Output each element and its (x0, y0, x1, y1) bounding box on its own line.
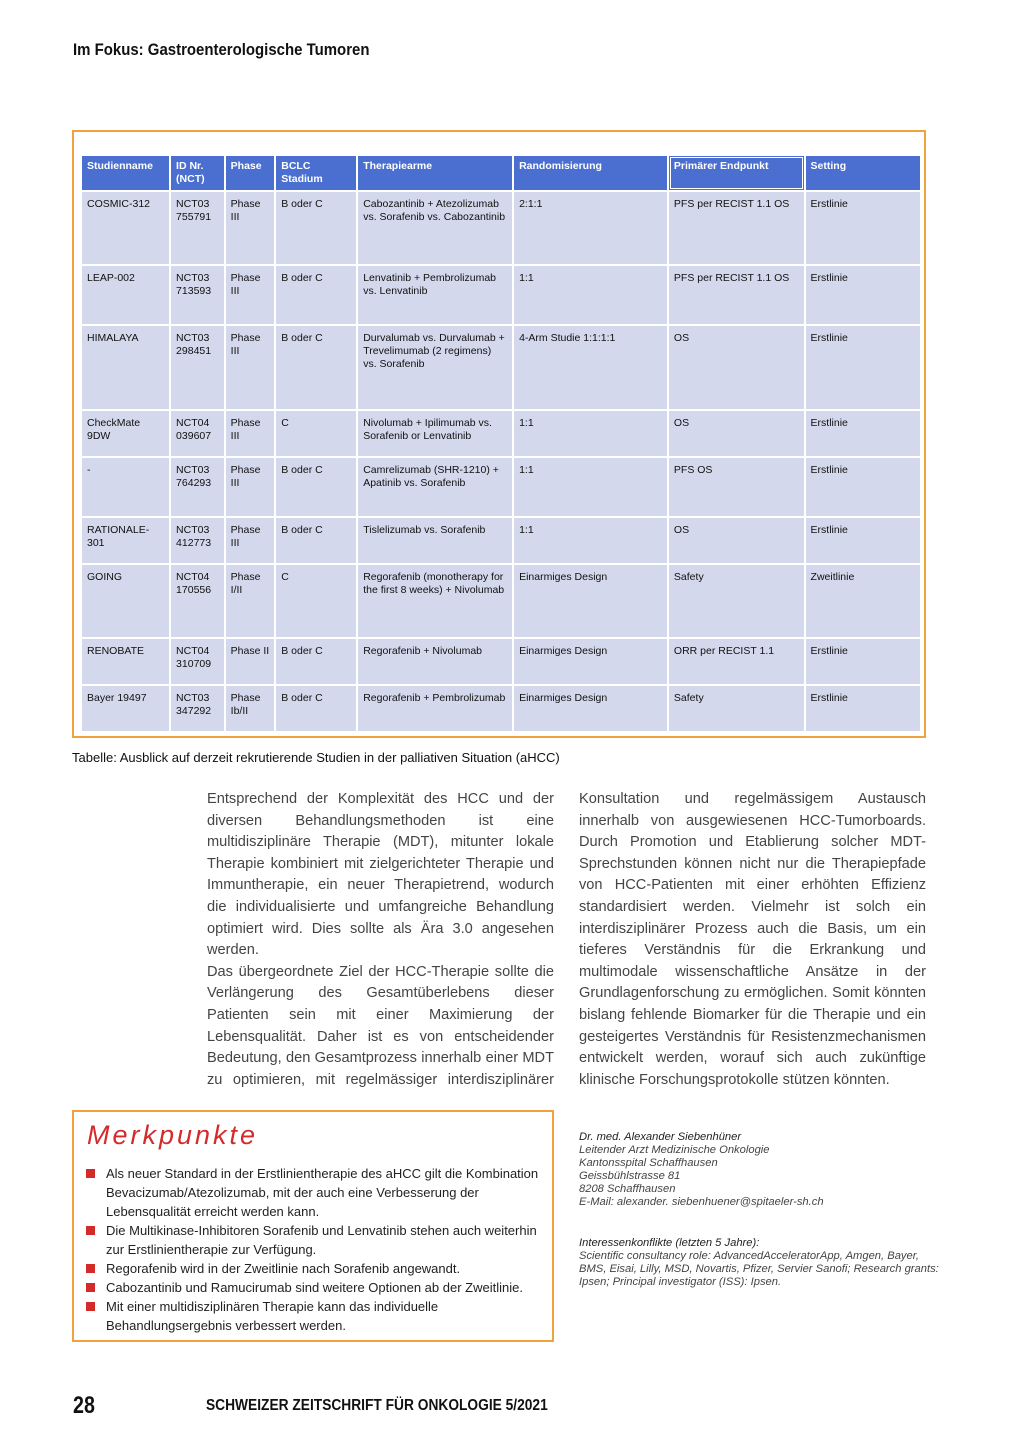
cell-bclc: B oder C (276, 326, 356, 409)
cell-endpunkt: ORR per RECIST 1.1 (669, 639, 804, 684)
merkpunkt-item (86, 1164, 546, 1221)
cell-studienname: GOING (82, 565, 169, 637)
cell-id: NCT04 310709 (171, 639, 224, 684)
author-role: Leitender Arzt Medizinische Onkologie (579, 1144, 770, 1156)
conflicts-block (579, 1237, 939, 1289)
cell-randomisierung: Einarmiges Design (514, 639, 667, 684)
merkpunkt-text: Regorafenib wird in der Zweitlinie nach Sorafenib angewandt. (106, 1261, 461, 1276)
table-row (82, 639, 920, 684)
cell-therapiearme: Tislelizumab vs. Sorafenib (358, 518, 512, 563)
cell-bclc: C (276, 411, 356, 456)
cell-bclc: B oder C (276, 639, 356, 684)
cell-endpunkt: PFS OS (669, 458, 804, 516)
cell-id: NCT03 713593 (171, 266, 224, 324)
bullet-square-icon (86, 1226, 95, 1235)
col-header-randomisierung: Randomisierung (514, 156, 667, 190)
cell-randomisierung: 2:1:1 (514, 192, 667, 264)
bullet-square-icon (86, 1264, 95, 1273)
cell-phase: Phase III (226, 326, 275, 409)
merkpunkt-item (86, 1297, 546, 1335)
cell-therapiearme: Regorafenib + Nivolumab (358, 639, 512, 684)
conflicts-heading: Interessenkonflikte (letzten 5 Jahre): (579, 1237, 760, 1249)
author-email: E-Mail: alexander. siebenhuener@spitaeler-sh.ch (579, 1196, 824, 1208)
col-header-endpunkt: Primärer Endpunkt (669, 156, 804, 190)
cell-id: NCT04 039607 (171, 411, 224, 456)
cell-randomisierung: Einarmiges Design (514, 686, 667, 731)
merkpunkt-text: Als neuer Standard in der Erstlinientherapie des aHCC gilt die Kombination Bevacizumab/Atezolizumab, mit der auch eine Verbesserung der Lebensqualität erreicht werden kann. (106, 1166, 539, 1219)
author-street: Geissbühlstrasse 81 (579, 1170, 681, 1182)
cell-endpunkt: OS (669, 411, 804, 456)
cell-therapiearme: Regorafenib (monotherapy for the first 8 weeks) + Nivolumab (358, 565, 512, 637)
col-header-phase: Phase (226, 156, 275, 190)
table-row (82, 326, 920, 409)
cell-setting: Erstlinie (806, 266, 920, 324)
cell-phase: Phase III (226, 266, 275, 324)
body-paragraph: Das übergeordnete Ziel der HCC-Therapie sollte die Verlängerung des Gesamtüberlebens dieser Patienten sein mit einer Maximierung der Lebensqualität. Daher ist es von entscheidender Bedeutung, den Gesamtprozess innerhalb einer MDT zu optimieren, mit regelmässiger interdisziplinärer (207, 963, 554, 1088)
studies-table (80, 154, 922, 733)
cell-endpunkt: PFS per RECIST 1.1 OS (669, 192, 804, 264)
table-caption: Tabelle: Ausblick auf derzeit rekrutierende Studien in der palliativen Situation (aHCC) (72, 750, 560, 765)
cell-endpunkt: OS (669, 326, 804, 409)
cell-setting: Erstlinie (806, 192, 920, 264)
table-row (82, 565, 920, 637)
cell-id: NCT03 755791 (171, 192, 224, 264)
page-number: 28 (73, 1392, 95, 1419)
journal-name: SCHWEIZER ZEITSCHRIFT FÜR ONKOLOGIE 5/2021 (206, 1397, 548, 1414)
table-header-row (82, 156, 920, 190)
cell-studienname: LEAP-002 (82, 266, 169, 324)
col-header-studienname: Studienname (82, 156, 169, 190)
cell-studienname: RATIONALE-301 (82, 518, 169, 563)
cell-setting: Erstlinie (806, 411, 920, 456)
cell-phase: Phase III (226, 518, 275, 563)
cell-setting: Erstlinie (806, 686, 920, 731)
section-header: Im Fokus: Gastroenterologische Tumoren (73, 40, 370, 59)
cell-randomisierung: 1:1 (514, 518, 667, 563)
merkpunkt-text: Cabozantinib und Ramucirumab sind weitere Optionen ab der Zweitlinie. (106, 1280, 523, 1295)
bullet-square-icon (86, 1283, 95, 1292)
merkpunkt-item (86, 1278, 546, 1297)
cell-studienname: CheckMate 9DW (82, 411, 169, 456)
cell-id: NCT03 412773 (171, 518, 224, 563)
table-row (82, 411, 920, 456)
cell-bclc: B oder C (276, 192, 356, 264)
cell-therapiearme: Camrelizumab (SHR-1210) + Apatinib vs. Sorafenib (358, 458, 512, 516)
cell-therapiearme: Lenvatinib + Pembrolizumab vs. Lenvatinib (358, 266, 512, 324)
cell-setting: Erstlinie (806, 639, 920, 684)
cell-bclc: B oder C (276, 686, 356, 731)
cell-therapiearme: Nivolumab + Ipilimumab vs. Sorafenib or Lenvatinib (358, 411, 512, 456)
cell-therapiearme: Cabozantinib + Atezolizumab vs. Sorafenib vs. Cabozantinib (358, 192, 512, 264)
cell-id: NCT03 764293 (171, 458, 224, 516)
cell-phase: Phase Ib/II (226, 686, 275, 731)
merkpunkte-box (72, 1110, 554, 1342)
cell-setting: Erstlinie (806, 326, 920, 409)
table-row (82, 192, 920, 264)
author-name: Dr. med. Alexander Siebenhüner (579, 1131, 742, 1143)
cell-endpunkt: OS (669, 518, 804, 563)
cell-phase: Phase I/II (226, 565, 275, 637)
cell-endpunkt: PFS per RECIST 1.1 OS (669, 266, 804, 324)
merkpunkte-title: Merkpunkte (87, 1120, 259, 1150)
cell-randomisierung: Einarmiges Design (514, 565, 667, 637)
cell-therapiearme: Regorafenib + Pembrolizumab (358, 686, 512, 731)
merkpunkt-text: Die Multikinase-Inhibitoren Sorafenib und Lenvatinib stehen auch weiterhin zur Erstlinientherapie zur Verfügung. (106, 1223, 537, 1257)
col-header-id: ID Nr. (NCT) (171, 156, 224, 190)
cell-id: NCT04 170556 (171, 565, 224, 637)
table-row (82, 458, 920, 516)
body-column-right (579, 789, 926, 1091)
col-header-bclc: BCLC Stadium (276, 156, 356, 190)
merkpunkt-text: Mit einer multidisziplinären Therapie kann das individuelle Behandlungsergebnis verbessert werden. (106, 1299, 439, 1333)
cell-studienname: COSMIC-312 (82, 192, 169, 264)
cell-setting: Erstlinie (806, 518, 920, 563)
merkpunkte-list (86, 1164, 546, 1335)
table-row (82, 266, 920, 324)
studies-table-frame (72, 130, 926, 738)
cell-studienname: Bayer 19497 (82, 686, 169, 731)
author-city: 8208 Schaffhausen (579, 1183, 676, 1195)
author-hospital: Kantonsspital Schaffhausen (579, 1157, 718, 1169)
bullet-square-icon (86, 1302, 95, 1311)
cell-setting: Zweitlinie (806, 565, 920, 637)
cell-bclc: B oder C (276, 458, 356, 516)
body-paragraph: Konsultation und regelmässigem Austausch innerhalb von ausgewiesenen HCC-Tumorboards. Durch Promotion und Etablierung solcher MDT-Sprechstunden können nicht nur die Therapiepfade von HCC-Patienten mit einer erhöhten Effizienz standardisiert werden. Vielmehr ist solch ein interdisziplinärer Prozess auch die Basis, um ein tieferes Verständnis für die Erkrankung und multimodale wissenschaftliche Ansätze in der Grundlagenforschung zu ermöglichen. Somit könnten bislang fehlende Biomarker für die Therapie und ein gesteigertes Verständnis für Resistenzmechanismen entwickelt werden, worauf sich auch zukünftige klinische Forschungsprotokolle stützen könnten. (579, 791, 926, 1088)
cell-randomisierung: 1:1 (514, 458, 667, 516)
table-row (82, 686, 920, 731)
cell-phase: Phase III (226, 458, 275, 516)
body-paragraph: Entsprechend der Komplexität des HCC und der diversen Behandlungsmethoden ist eine multidisziplinäre Therapie (MDT), mitunter lokale Therapie kombiniert mit zielgerichteter Therapie und Immuntherapie, ein neuer Therapietrend, wodurch die individualisierte und umfangreiche Behandlung optimiert wird. Dies sollte als Ära 3.0 angesehen werden. (207, 791, 554, 959)
cell-endpunkt: Safety (669, 686, 804, 731)
cell-id: NCT03 298451 (171, 326, 224, 409)
cell-therapiearme: Durvalumab vs. Durvalumab + Trevelimumab (2 regimens) vs. Sorafenib (358, 326, 512, 409)
cell-studienname: HIMALAYA (82, 326, 169, 409)
merkpunkt-item (86, 1259, 546, 1278)
cell-studienname: - (82, 458, 169, 516)
table-body (82, 192, 920, 731)
cell-phase: Phase III (226, 411, 275, 456)
cell-phase: Phase III (226, 192, 275, 264)
merkpunkt-item (86, 1221, 546, 1259)
cell-studienname: RENOBATE (82, 639, 169, 684)
col-header-setting: Setting (806, 156, 920, 190)
cell-bclc: B oder C (276, 266, 356, 324)
conflicts-text: Scientific consultancy role: AdvancedAcceleratorApp, Amgen, Bayer, BMS, Eisai, Lilly, MSD, Novartis, Pfizer, Servier Sanofi; Research grants: Ipsen; Principal investigator (ISS): Ipsen. (579, 1250, 939, 1288)
bullet-square-icon (86, 1169, 95, 1178)
cell-randomisierung: 4-Arm Studie 1:1:1:1 (514, 326, 667, 409)
col-header-therapiearme: Therapiearme (358, 156, 512, 190)
cell-bclc: C (276, 565, 356, 637)
author-block (579, 1131, 939, 1209)
body-column-left (207, 789, 554, 1091)
cell-bclc: B oder C (276, 518, 356, 563)
table-row (82, 518, 920, 563)
cell-phase: Phase II (226, 639, 275, 684)
cell-id: NCT03 347292 (171, 686, 224, 731)
cell-endpunkt: Safety (669, 565, 804, 637)
cell-randomisierung: 1:1 (514, 411, 667, 456)
cell-setting: Erstlinie (806, 458, 920, 516)
cell-randomisierung: 1:1 (514, 266, 667, 324)
